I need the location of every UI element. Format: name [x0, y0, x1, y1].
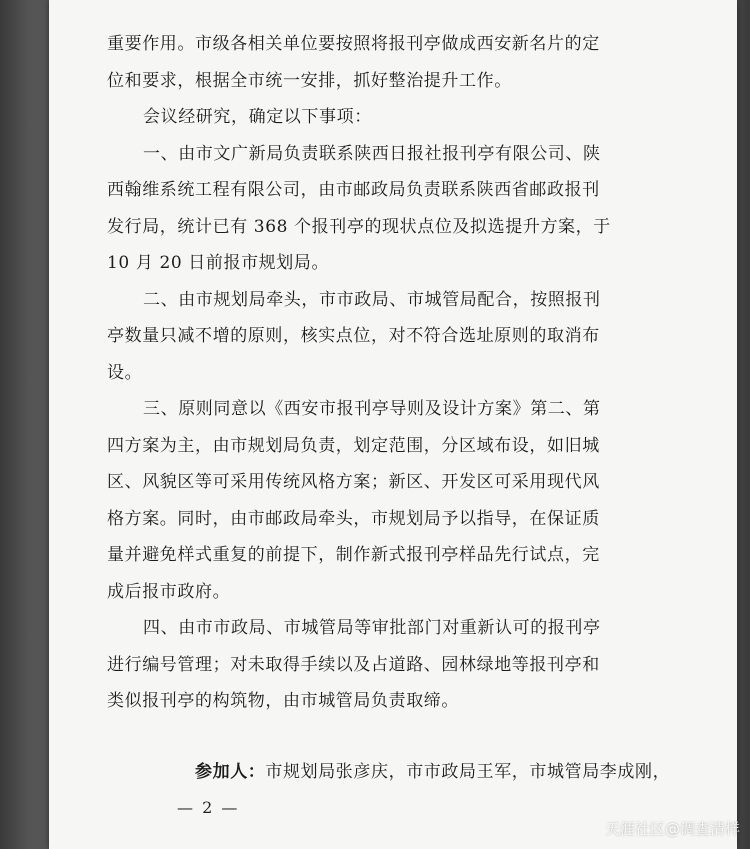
document-page	[49, 0, 737, 849]
text-line: 亭数量只减不增的原则，核实点位，对不符合选址原则的取消布	[107, 326, 600, 346]
text-line: 四方案为主，由市规划局负责，划定范围，分区域布设，如旧城	[107, 435, 600, 456]
text-line: 成后报市政府。	[107, 581, 231, 602]
text-line: 西翰维系统工程有限公司，由市邮政局负责联系陕西省邮政报刊	[107, 180, 600, 200]
text-line: 进行编号管理；对未取得手续以及占道路、园林绿地等报刊亭和	[107, 654, 600, 675]
text-line: 设。	[107, 362, 143, 383]
page-number: — 2 —	[177, 798, 240, 817]
text-line: 类似报刊亭的构筑物，由市城管局负责取缔。	[107, 691, 459, 711]
participants-text: 市规划局张彦庆，市市政局王军，市城管局李成刚，	[265, 762, 671, 782]
text-line: 四、由市市政局、市城管局等审批部门对重新认可的报刊亭	[143, 618, 601, 638]
text-line: 二、由市规划局牵头，市市政局、市城管局配合，按照报刊	[143, 289, 601, 310]
watermark: 天涯社区@调查清样	[604, 820, 740, 838]
text-line: 区、风貌区等可采用传统风格方案；新区、开发区可采用现代风	[107, 472, 600, 492]
participants-label: 参加人：	[195, 762, 266, 782]
text-line: 10 月 20 日前报市规划局。	[107, 253, 330, 273]
text-line: 会议经研究，确定以下事项：	[143, 107, 372, 127]
text-line: 量并避免样式重复的前提下，制作新式报刊亭样品先行试点，完	[107, 545, 600, 565]
text-line: 重要作用。市级各相关单位要按照将报刊亭做成西安新名片的定	[107, 34, 600, 54]
text-line: 三、原则同意以《西安市报刊亭导则及设计方案》第二、第	[143, 399, 601, 419]
text-line: 位和要求，根据全市统一安排，抓好整治提升工作。	[107, 70, 512, 91]
page-body	[107, 26, 712, 720]
text-line: 发行局，统计已有 368 个报刊亭的现状点位及拟选提升方案，于	[107, 216, 611, 237]
text-line: 格方案。同时，由市邮政局牵头，市规划局予以指导，在保证质	[107, 508, 600, 529]
text-line: 一、由市文广新局负责联系陕西日报社报刊亭有限公司、陕	[143, 143, 601, 164]
participants-line	[195, 757, 670, 782]
